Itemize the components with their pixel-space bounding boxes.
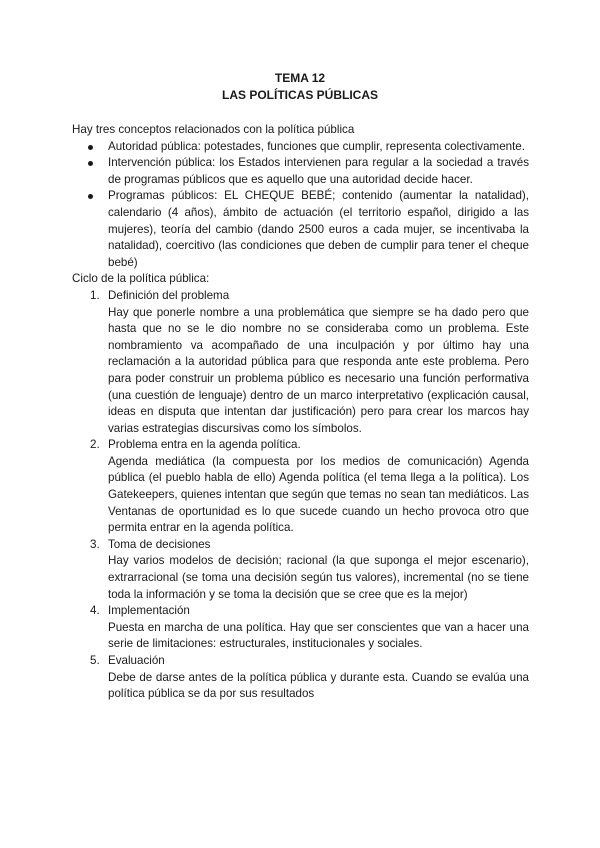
bullet-icon <box>88 161 93 166</box>
concepts-list <box>72 139 529 272</box>
concept-text: Intervención pública: los Estados intervienen para regular a la sociedad a través de programas públicos que es aquello que una autoridad decide hacer. <box>108 156 529 186</box>
step-title: Definición del problema <box>108 288 230 302</box>
list-item <box>72 188 529 271</box>
step-title: Implementación <box>108 604 190 618</box>
bullet-icon <box>88 145 93 150</box>
intro-paragraph: Hay tres conceptos relacionados con la política pública <box>72 123 355 136</box>
step-number: 3. <box>90 537 100 551</box>
concept-text: Autoridad pública: potestades, funciones que cumplir, representa colectivamente. <box>108 139 525 153</box>
document-title <box>0 70 600 104</box>
step-number: 5. <box>90 654 100 667</box>
step-text: Puesta en marcha de una política. Hay que ser conscientes que van a hacer una serie de limitaciones: estructurales, institucionales y sociales. <box>108 620 529 651</box>
list-item <box>72 603 529 653</box>
document-body <box>72 122 529 703</box>
list-item <box>72 437 529 537</box>
step-number: 4. <box>90 604 100 618</box>
step-title: Toma de decisiones <box>108 537 211 551</box>
step-title: Evaluación <box>108 654 165 667</box>
concept-text: Programas públicos: EL CHEQUE BEBÉ; contenido (aumentar la natalidad), calendario (4 años), ámbito de actuación (el territorio español, dirigido a las mujeres), teoría del cambio (dando 2500 euros a cada mujer, se incentivaba la natalidad), coercitivo (las condiciones que deben de cumplir para tener el cheque bebé) <box>108 189 529 269</box>
step-text: Agenda mediática (la compuesta por los medios de comunicación) Agenda pública (el pueblo habla de ello) Agenda política (el tema llega a la política). Los Gatekeepers, quienes intentan que según que temas no sean tan mediáticos. Las Ventanas de oportunidad es lo que sucede cuando un hecho provoca otro que permita entrar en la agenda política. <box>108 454 529 535</box>
list-item <box>72 537 529 603</box>
cycle-steps-list <box>72 288 529 703</box>
title-line-2: LAS POLÍTICAS PÚBLICAS <box>221 88 378 102</box>
step-text: Hay varios modelos de decisión; racional (la que suponga el mejor escenario), extrarracional (se toma una decisión según tus valores), incremental (no se tiene toda la información y se toma la decisión que se cree que es la mejor) <box>108 554 529 601</box>
bullet-icon <box>88 194 93 199</box>
title-line-1: TEMA 12 <box>274 71 326 85</box>
list-item <box>72 653 529 703</box>
step-number: 2. <box>90 438 100 452</box>
step-text: Hay que ponerle nombre a una problemática que siempre se ha dado pero que hasta que no se le dio nombre no se consideraba como un problema. Este nombramiento va acompañado de una inculpación y por último hay una reclamación a la autoridad pública para que responda ante este problema. Pero para poder construir un problema público es necesario una función performativa (una cuestión de lenguaje) dentro de un marco interpretativo (explicación causal, ideas en disputa que intentan dar justificación) pero para crear los marcos hay varias estrategias discursivas como los símbolos. <box>108 305 529 435</box>
list-item <box>72 155 529 188</box>
step-text: Debe de darse antes de la política pública y durante esta. Cuando se evalúa una política pública se da por sus resultados <box>108 670 529 701</box>
list-item <box>72 139 529 156</box>
step-title: Problema entra en la agenda política. <box>108 438 301 452</box>
cycle-heading: Ciclo de la política pública: <box>72 272 210 286</box>
step-number: 1. <box>90 288 100 302</box>
list-item <box>72 288 529 437</box>
